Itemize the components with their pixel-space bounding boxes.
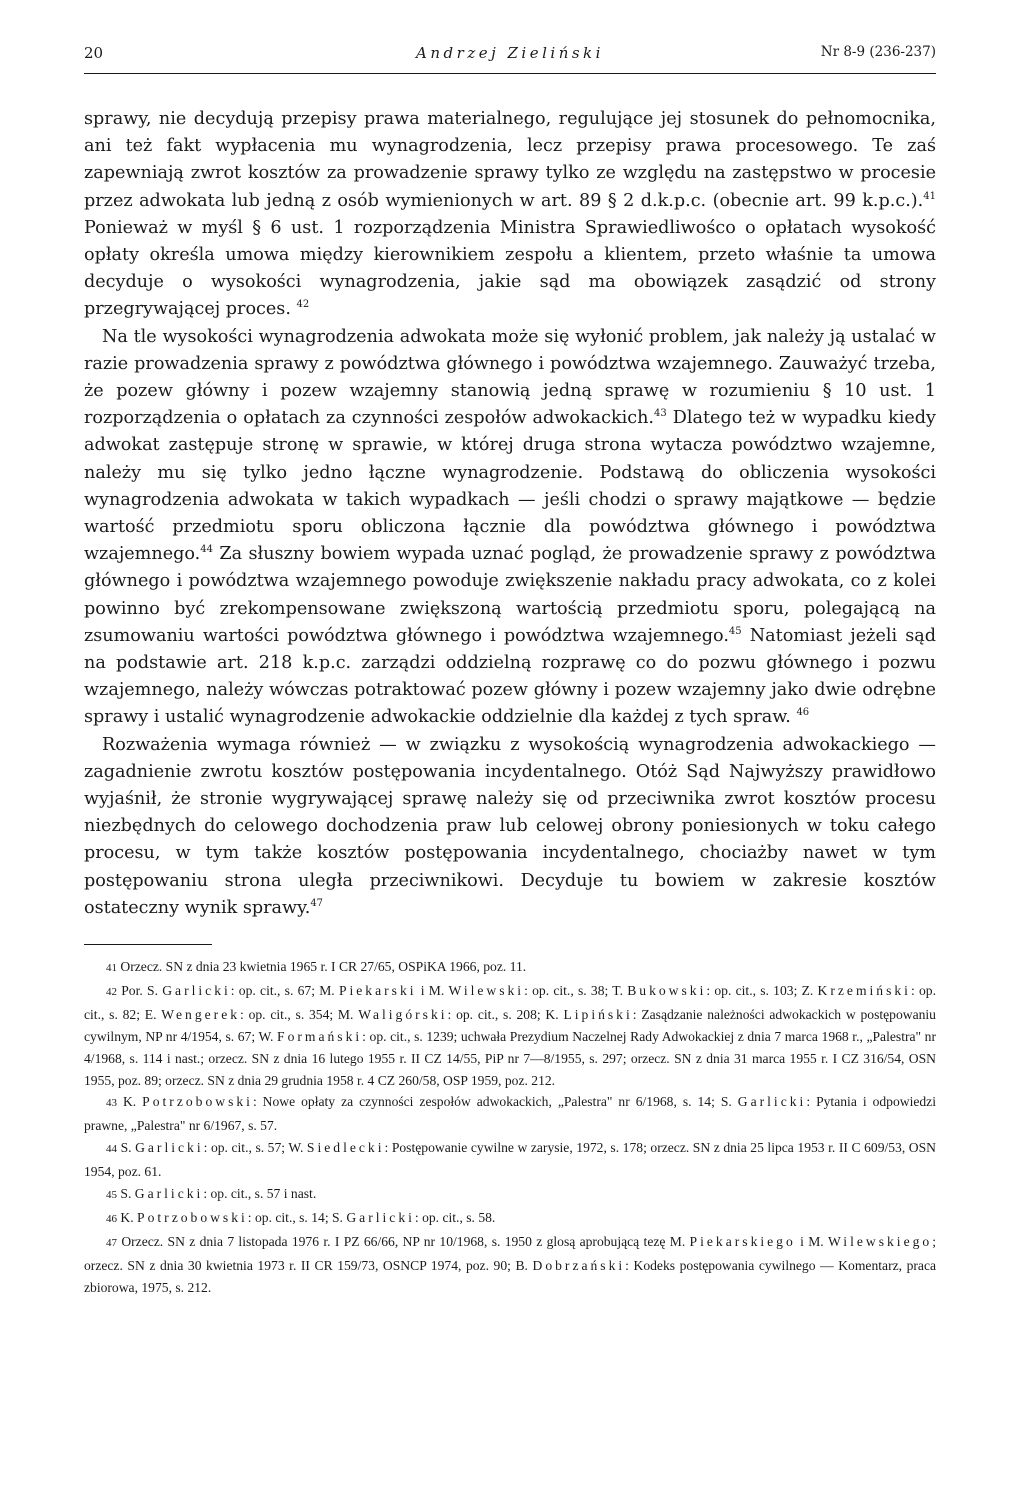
- paragraph: [84, 324, 936, 732]
- footnote: [84, 1183, 936, 1207]
- footnote-number: 42: [106, 985, 117, 998]
- footnote-text: Orzecz. SN z dnia 7 listopada 1976 r. I PZ 66/66, NP nr 10/1968, s. 1950 z glosą aprobującą tezę M.: [121, 1233, 690, 1249]
- footnote-number: 47: [106, 1236, 117, 1249]
- footnote-text: : Kodeks postępowania cywilnego — Komentarz, praca zbiorowa, 1975, s. 212.: [84, 1257, 937, 1295]
- footnote-text: : op. cit., s. 208; K.: [447, 1006, 564, 1022]
- author-name: Wilewski: [448, 982, 525, 998]
- text-run: Za słuszny bowiem wypada uznać pogląd, że prowadzenie sprawy z powództwa głównego i powództwa wzajemnego powoduje zwiększenie nakładu pracy adwokata, co z kolei powinno być zrekompensowane zwiększoną wartością przedmiotu sporu, polegającą na zsumowaniu wartości powództwa głównego i powództwa wzajemnego.: [84, 544, 936, 646]
- author-name: Potrzobowski: [142, 1094, 253, 1110]
- footnote-ref: 47: [310, 898, 324, 910]
- footnote-text: Orzecz. SN z dnia 23 kwietnia 1965 r. I CR 27/65, OSPiKA 1966, poz. 11.: [120, 959, 527, 974]
- text-run: sprawy, nie decydują przepisy prawa materialnego, regulujące jej stosunek do pełnomocnika, ani też fakt wypłacenia mu wynagrodzenia, lecz przepisy prawa procesowego. Te zaś zapewniają zwrot kosztów za prowadzenie sprawy tylko ze względu na zastępstwo w procesie przez adwokata lub jedną z osób wymienionych w art. 89 § 2 d.k.p.c. (obecnie art. 99 k.p.c.).: [84, 109, 936, 211]
- footnote-number: 44: [106, 1143, 117, 1156]
- footnote-ref: 46: [796, 707, 810, 719]
- footnote: [84, 956, 936, 980]
- footnote-text: S.: [120, 1186, 135, 1202]
- author-name: Wilewskiego: [828, 1233, 933, 1249]
- main-text: [84, 106, 936, 922]
- footnote-text: : op. cit., s. 1239; uchwała Prezydium Naczelnej Rady Adwokackiej z dnia 7 marca 1968 r., „Palestra" nr 4/1968, s. 114 i nast.; orzecz. SN z dnia 16 lutego 1955 r. II CZ 14/55, PiP nr 7—8/1955, s. 297; orzecz. SN z dnia 31 marca 1955 r. I CZ 316/54, OSN 1955, poz. 89; orzecz. SN z dnia 29 grudnia 1958 r. 4 CZ 260/58, OSP 1959, poz. 212.: [84, 1028, 936, 1088]
- footnote-ref: 41: [923, 190, 936, 202]
- footnote-text: : Zasądzanie należności adwokackich w postępowaniu cywilnym, NP nr 4/1954, s. 67; W.: [84, 1006, 936, 1044]
- footnote-text: i M.: [795, 1233, 829, 1249]
- author-name: Wengerek: [161, 1006, 241, 1022]
- footnote-text: : Nowe opłaty za czynności zespołów adwokackich, „Palestra" nr 6/1968, s. 14; S.: [252, 1094, 738, 1110]
- footnote-ref: 43: [654, 408, 667, 420]
- author-name: Potrzobowski: [137, 1209, 248, 1225]
- footnote-text: K.: [122, 1094, 143, 1110]
- footnote-text: : op. cit., s. 58.: [414, 1209, 496, 1225]
- footnote-text: : op. cit., s. 82; E.: [84, 982, 936, 1022]
- footnote-number: 41: [106, 962, 117, 974]
- text-run: Dlatego też w wypadku kiedy adwokat zastępuje stronę w sprawie, w której druga strona wytacza powództwo wzajemne, należy mu się tylko jedno łączne wynagrodzenie. Podstawą do obliczenia wysokości wynagrodzenia adwokata w takich wypadkach — jeśli chodzi o sprawy majątkowe — będzie wartość przedmiotu sporu obliczona łącznie dla powództwa głównego i powództwa wzajemnego.: [84, 408, 936, 565]
- footnote: [84, 1231, 936, 1299]
- footnote-text: : op. cit., s. 57 i nast.: [203, 1186, 317, 1202]
- footnote-number: 43: [106, 1097, 117, 1110]
- issue-number: Nr 8-9 (236-237): [820, 44, 936, 60]
- footnote-ref: 45: [728, 626, 742, 637]
- author-name: Lipiński: [563, 1006, 633, 1022]
- footnote-text: : Postępowanie cywilne w zarysie, 1972, s. 178; orzecz. SN z dnia 25 lipca 1953 r. II C 609/53, OSN 1954, poz. 61.: [84, 1140, 937, 1180]
- author-name: Garlicki: [162, 982, 231, 998]
- footnote: [84, 1207, 936, 1231]
- footnote-text: ; orzecz. SN z dnia 30 kwietnia 1973 r. II CR 159/73, OSNCP 1974, poz. 90; B.: [84, 1233, 936, 1273]
- footnote-text: : Pytania i odpowiedzi prawne, „Palestra" nr 6/1967, s. 57.: [84, 1094, 936, 1134]
- text-run: Ponieważ w myśl § 6 ust. 1 rozporządzenia Ministra Sprawiedliwośco o opłatach wysokość opłaty określa umowa między kierownikiem zespołu a klientem, przeto właśnie ta umowa decyduje o wysokości wynagrodzenia, jakie sąd ma obowiązek zasądzić od strony przegrywającej proces.: [84, 217, 936, 320]
- author-name: Dobrzański: [532, 1257, 626, 1273]
- page-number: 20: [84, 44, 104, 62]
- text-run: Na tle wysokości wynagrodzenia adwokata może się wyłonić problem, jak należy ją ustalać w razie prowadzenia sprawy z powództwa głównego i powództwa wzajemnego. Zauważyć trzeba, że pozew główny i pozew wzajemny stanowią jedną sprawę w rozumieniu § 10 ust. 1 rozporządzenia o opłatach za czynności zespołów adwokackich.: [84, 326, 936, 429]
- footnote-text: i M.: [416, 982, 449, 998]
- footnote: [84, 1137, 936, 1183]
- footnote-text: Por. S.: [121, 982, 163, 998]
- footnote: [84, 980, 936, 1092]
- author-name: Siedlecki: [306, 1140, 385, 1156]
- footnote-text: K.: [120, 1209, 138, 1225]
- author-name: Garlicki: [135, 1140, 204, 1156]
- footnote-number: 45: [106, 1189, 117, 1202]
- author-name: Krzemiński: [817, 982, 911, 998]
- running-header: [84, 44, 936, 70]
- author-name: Garlicki: [737, 1094, 807, 1110]
- author-name: Piekarski: [338, 982, 417, 998]
- footnote-separator: [84, 944, 212, 945]
- footnote-text: : op. cit., s. 67; M.: [230, 982, 339, 998]
- running-author: Andrzej Zieliński: [416, 44, 604, 62]
- text-run: Rozważenia wymaga również — w związku z wysokością wynagrodzenia adwokackiego — zagadnienie zwrotu kosztów postępowania incydentalnego. Otóż Sąd Najwyższy prawidłowo wyjaśnił, że stronie wygrywającej sprawę należy się od przeciwnika zwrot kosztów procesu niezbędnych do celowego dochodzenia praw lub celowej obrony poniesionych w toku całego procesu, w tym także kosztów postępowania incydentalnego, chociażby nawet w tym postępowaniu strona uległa przeciwnikowi. Decyduje tu bowiem w zakresie kosztów ostateczny wynik sprawy.: [84, 734, 936, 918]
- footnote-ref: 44: [200, 544, 213, 556]
- footnote-text: : op. cit., s. 57; W.: [203, 1140, 307, 1156]
- paragraph: [84, 732, 936, 922]
- author-name: Formański: [277, 1028, 363, 1044]
- footnote-text: : op. cit., s. 354; M.: [240, 1006, 359, 1022]
- author-name: Piekarskiego: [689, 1233, 796, 1249]
- footnote-text: S.: [120, 1140, 136, 1156]
- footnote-number: 46: [106, 1212, 117, 1225]
- footnote-ref: 42: [296, 299, 310, 311]
- footnote-text: : op. cit., s. 38; T.: [524, 982, 628, 998]
- footnotes: [84, 956, 936, 1299]
- author-name: Bukowski: [627, 982, 707, 998]
- footnote: [84, 1091, 936, 1137]
- footnote-text: : op. cit., s. 14; S.: [247, 1209, 347, 1225]
- footnote-text: : op. cit., s. 103; Z.: [706, 982, 818, 998]
- text-run: Natomiast jeżeli sąd na podstawie art. 218 k.p.c. zarządzi oddzielną rozprawę co do pozwu głównego i pozwu wzajemnego, należy wówczas potraktować pozew główny i pozew wzajemny jako dwie odrębne sprawy i ustalić wynagrodzenie adwokackie oddzielnie dla każdej z tych spraw.: [84, 625, 936, 728]
- author-name: Waligórski: [358, 1006, 448, 1022]
- paragraph: [84, 106, 936, 324]
- author-name: Garlicki: [346, 1209, 415, 1225]
- header-rule: [84, 73, 936, 74]
- author-name: Garlicki: [134, 1186, 204, 1202]
